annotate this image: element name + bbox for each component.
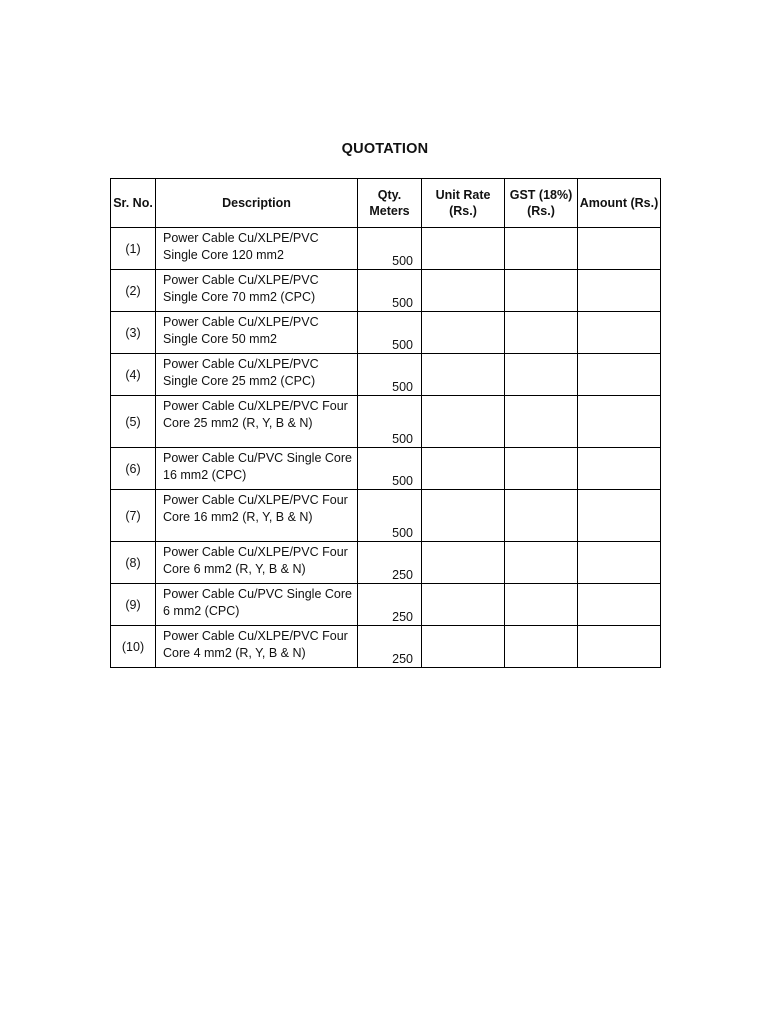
cell-sr-no: (1): [111, 228, 156, 270]
cell-qty: 500: [358, 490, 422, 542]
cell-unit-rate: [422, 584, 505, 626]
cell-unit-rate: [422, 542, 505, 584]
cell-amount: [578, 542, 661, 584]
cell-sr-no: (2): [111, 270, 156, 312]
table-row: [111, 312, 661, 354]
cell-amount: [578, 490, 661, 542]
table-row: [111, 228, 661, 270]
cell-gst: [505, 448, 578, 490]
cell-unit-rate: [422, 490, 505, 542]
header-description: Description: [156, 179, 358, 228]
cell-amount: [578, 448, 661, 490]
cell-gst: [505, 490, 578, 542]
cell-qty: 250: [358, 584, 422, 626]
cell-gst: [505, 228, 578, 270]
table-row: [111, 490, 661, 542]
header-qty-meters: Qty. Meters: [358, 179, 422, 228]
cell-description: Power Cable Cu/XLPE/PVC Four Core 6 mm2 (R, Y, B & N): [156, 542, 358, 584]
table-row: [111, 354, 661, 396]
cell-qty: 500: [358, 270, 422, 312]
cell-qty: 500: [358, 448, 422, 490]
cell-gst: [505, 396, 578, 448]
cell-gst: [505, 542, 578, 584]
cell-gst: [505, 354, 578, 396]
cell-unit-rate: [422, 448, 505, 490]
cell-unit-rate: [422, 354, 505, 396]
cell-amount: [578, 228, 661, 270]
cell-sr-no: (10): [111, 626, 156, 668]
header-gst: GST (18%) (Rs.): [505, 179, 578, 228]
cell-description: Power Cable Cu/XLPE/PVC Four Core 4 mm2 (R, Y, B & N): [156, 626, 358, 668]
cell-unit-rate: [422, 270, 505, 312]
cell-qty: 500: [358, 396, 422, 448]
cell-amount: [578, 626, 661, 668]
cell-qty: 500: [358, 228, 422, 270]
table-row: [111, 270, 661, 312]
cell-sr-no: (7): [111, 490, 156, 542]
quotation-table: [110, 178, 661, 668]
cell-amount: [578, 354, 661, 396]
cell-amount: [578, 396, 661, 448]
cell-amount: [578, 270, 661, 312]
cell-description: Power Cable Cu/PVC Single Core 16 mm2 (CPC): [156, 448, 358, 490]
cell-description: Power Cable Cu/XLPE/PVC Single Core 25 mm2 (CPC): [156, 354, 358, 396]
table-row: [111, 396, 661, 448]
cell-description: Power Cable Cu/XLPE/PVC Four Core 25 mm2 (R, Y, B & N): [156, 396, 358, 448]
cell-unit-rate: [422, 312, 505, 354]
cell-gst: [505, 626, 578, 668]
header-amount: Amount (Rs.): [578, 179, 661, 228]
cell-description: Power Cable Cu/XLPE/PVC Single Core 70 mm2 (CPC): [156, 270, 358, 312]
cell-gst: [505, 312, 578, 354]
cell-qty: 250: [358, 542, 422, 584]
header-unit-rate: Unit Rate (Rs.): [422, 179, 505, 228]
table-row: [111, 448, 661, 490]
cell-sr-no: (8): [111, 542, 156, 584]
table-row: [111, 584, 661, 626]
table-header-row: [111, 179, 661, 228]
cell-qty: 250: [358, 626, 422, 668]
cell-sr-no: (9): [111, 584, 156, 626]
cell-gst: [505, 584, 578, 626]
cell-sr-no: (3): [111, 312, 156, 354]
cell-description: Power Cable Cu/XLPE/PVC Single Core 120 mm2: [156, 228, 358, 270]
cell-unit-rate: [422, 396, 505, 448]
cell-amount: [578, 584, 661, 626]
cell-description: Power Cable Cu/XLPE/PVC Four Core 16 mm2 (R, Y, B & N): [156, 490, 358, 542]
cell-sr-no: (6): [111, 448, 156, 490]
cell-qty: 500: [358, 312, 422, 354]
cell-sr-no: (5): [111, 396, 156, 448]
table-row: [111, 626, 661, 668]
page-title: QUOTATION: [341, 141, 429, 157]
table-row: [111, 542, 661, 584]
cell-sr-no: (4): [111, 354, 156, 396]
cell-unit-rate: [422, 626, 505, 668]
cell-unit-rate: [422, 228, 505, 270]
header-sr-no: Sr. No.: [111, 179, 156, 228]
cell-qty: 500: [358, 354, 422, 396]
cell-amount: [578, 312, 661, 354]
cell-description: Power Cable Cu/XLPE/PVC Single Core 50 mm2: [156, 312, 358, 354]
cell-gst: [505, 270, 578, 312]
cell-description: Power Cable Cu/PVC Single Core 6 mm2 (CPC): [156, 584, 358, 626]
